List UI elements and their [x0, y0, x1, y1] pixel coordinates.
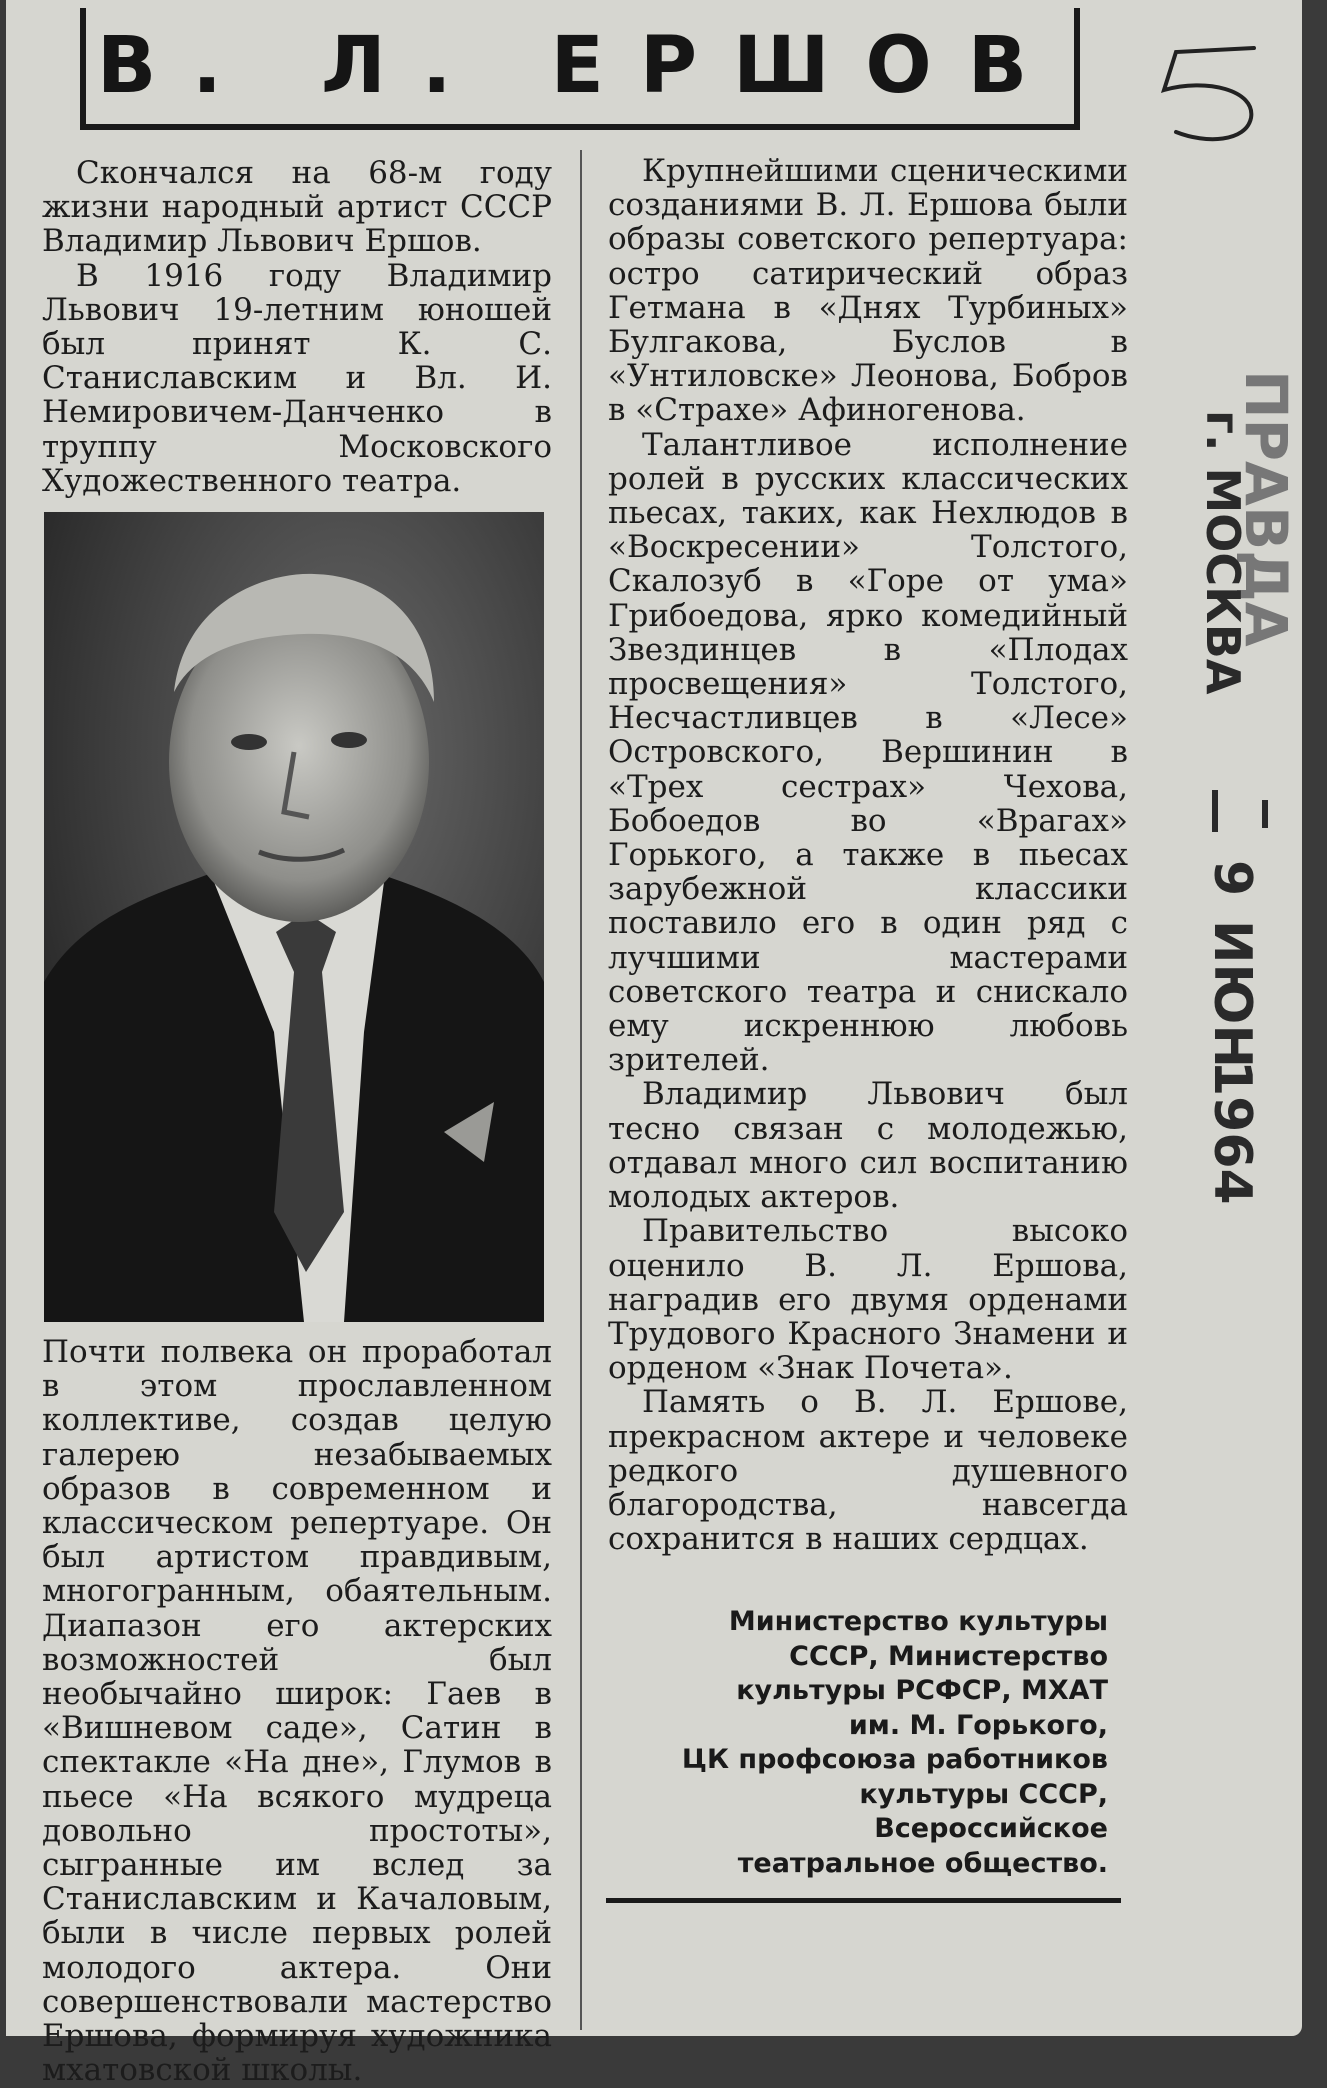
- stamp-newspaper-name: ПРАВДА: [1232, 370, 1300, 647]
- article-paragraph: Талантливое исполнение ролей в русских классических пьесах, таких, как Нехлюдов в «Воскресении» Толстого, Скалозуб в «Горе от ума» Грибоедова, ярко комедийный Звездинцев в «Плодах просвещения» Толстого, Несчастливцев в «Лесе» Островского, Вершинин в «Трех сестрах» Чехова, Бобоедов во «Врагах» Горького, а также в пьесах зарубежной классики поставило его в один ряд с лучшими мастерами советского театра и снискало ему искреннюю любовь зрителей.: [608, 426, 1128, 1079]
- handwritten-mark: [1136, 40, 1286, 150]
- stamp-year: 1964: [1202, 1060, 1262, 1205]
- signatory-line: им. М. Горького,: [848, 1709, 1108, 1741]
- article-column-1-bottom: [42, 1335, 552, 2087]
- stamp-city: г. МОСКВА: [1196, 410, 1250, 695]
- article-paragraph: Крупнейшими сценическими созданиями В. Л. Ершова были образы советского репертуара: остро сатирический образ Гетмана в «Днях Турбиных» Булгакова, Буслов в «Унтиловске» Леонова, Бобров в «Страхе» Афиногенова.: [608, 153, 1128, 429]
- stamp-dash: [1262, 800, 1268, 828]
- signatory-line: Всероссийское: [874, 1813, 1108, 1844]
- article-column-2: [608, 154, 1128, 1556]
- portrait-photo: [44, 512, 544, 1322]
- article-column-1-top: [42, 156, 552, 498]
- article-paragraph: Почти полвека он проработал в этом прославленном коллективе, создав целую галерею незабываемых образов в современном и классическом репертуаре. Он был артистом правдивым, многогранным, обаятельным. Диапазон его актерских возможностей был необычайно широк: Гаев в «Вишневом саде», Сатин в спектакле «На дне», Глумов в пьесе «На всякого мудреца довольно простоты», сыгранные им вслед за Станиславским и Качаловым, были в числе первых ролей молодого актера. Они совершенствовали мастерство Ершова, формируя художника мхатовской школы.: [42, 1334, 552, 2088]
- signatory-line: культуры СССР,: [859, 1778, 1108, 1810]
- signatories: [608, 1605, 1108, 1881]
- article-paragraph: Память о В. Л. Ершове, прекрасном актере и человеке редкого душевного благородства, навсегда сохранится в наших сердцах.: [608, 1384, 1128, 1558]
- article-paragraph: Скончался на 68-м году жизни народный артист СССР Владимир Львович Ершов.: [42, 155, 552, 260]
- stamp-dash: [1212, 790, 1218, 832]
- signatory-line: ЦК профсоюза работников: [681, 1744, 1108, 1775]
- column-divider: [580, 150, 582, 2030]
- bottom-rule: [606, 1898, 1121, 1903]
- article-paragraph: Правительство высоко оценило В. Л. Ершова, наградив его двумя орденами Трудового Красного Знамени и орденом «Знак Почета».: [608, 1213, 1128, 1387]
- headline-box: [80, 8, 1080, 130]
- stamp-day: 9: [1202, 860, 1262, 897]
- signatory-line: Министерство культуры: [728, 1606, 1108, 1637]
- article-paragraph: Владимир Львович был тесно связан с молодежью, отдавал много сил воспитанию молодых актеров.: [608, 1076, 1128, 1216]
- signatory-line: СССР, Министерство: [789, 1640, 1108, 1672]
- stamp-month: ИЮН: [1202, 920, 1262, 1069]
- headline: В. Л. ЕРШОВ: [96, 21, 1064, 111]
- signatory-line: театральное общество.: [737, 1847, 1108, 1879]
- signatory-line: культуры РСФСР, МХАТ: [736, 1675, 1108, 1706]
- article-paragraph: В 1916 году Владимир Львович 19-летним юношей был принят К. С. Станиславским и Вл. И. Немировичем-Данченко в труппу Московского Художественного театра.: [42, 257, 552, 499]
